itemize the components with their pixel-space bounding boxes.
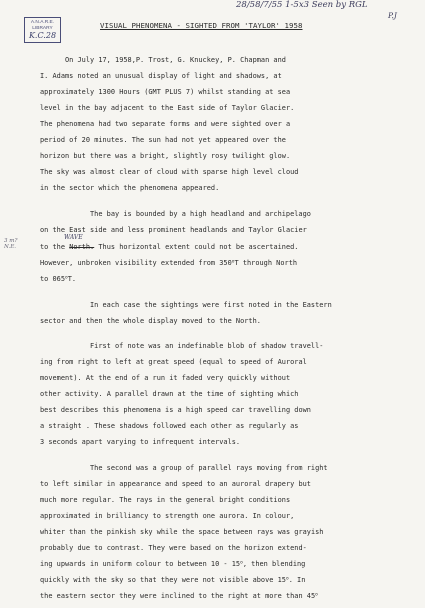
text-segment: However, unbroken visibility extended from 350 bbox=[40, 259, 232, 267]
text-line: on the East side and less prominent headlands and Taylor Glacier bbox=[40, 226, 307, 234]
text-line: sector and then the whole display moved to the North. bbox=[40, 317, 261, 325]
inserted-word: WAVE bbox=[64, 234, 83, 241]
text-line: approximated in brilliancy to strength one aurora. In colour, bbox=[40, 512, 295, 520]
text-line: horizon but there was a bright, slightly rosy twilight glow. bbox=[40, 152, 291, 160]
text-line: The sky was almost clear of cloud with sparse high level cloud bbox=[40, 168, 299, 176]
handwritten-reference: 28/58/7/55 1-5x3 Seen by RGL bbox=[236, 0, 368, 10]
text-line: The bay is bounded by a high headland and archipelago bbox=[90, 210, 311, 218]
text-line: First of note was an indefinable blob of shadow travell- bbox=[90, 342, 324, 350]
text-segment: quickly with the sky so that they were not visible above 15 bbox=[40, 576, 286, 584]
degree-sup: o bbox=[231, 259, 235, 265]
text-line: much more regular. The rays in the general bright conditions bbox=[40, 496, 291, 504]
text-line: The phenomena had two separate forms and were sighted over a bbox=[40, 120, 291, 128]
margin-note-line: N.E. bbox=[4, 244, 16, 250]
text-line bbox=[40, 275, 76, 283]
text-line bbox=[40, 560, 305, 568]
degree-sup: o bbox=[285, 576, 289, 582]
text-line: a straight . These shadows followed each other as regularly as bbox=[40, 422, 299, 430]
text-line: 3 seconds apart varying to infrequent intervals. bbox=[40, 438, 241, 446]
text-line: On July 17, 1958,P. Trost, G. Knuckey, P. Chapman and bbox=[65, 56, 286, 64]
text-segment: ing upwards in uniform colour to between 10 - 15 bbox=[40, 560, 241, 568]
margin-note bbox=[4, 238, 17, 250]
degree-sup: o bbox=[65, 275, 68, 281]
text-line bbox=[40, 243, 298, 251]
text-line: to left similar in appearance and speed to an auroral drapery but bbox=[40, 480, 311, 488]
text-segment: , then blending bbox=[242, 560, 306, 568]
text-line: in the sector which the phenomena appeared. bbox=[40, 184, 220, 192]
text-line: movement). At the end of a run it faded very quickly without bbox=[40, 374, 291, 382]
text-line: I. Adams noted an unusual display of light and shadows, at bbox=[40, 72, 282, 80]
text-line: other activity. A parallel drawn at the time of sighting which bbox=[40, 390, 299, 398]
text-segment: to the bbox=[40, 243, 70, 251]
text-line: In each case the sightings were first noted in the Eastern bbox=[90, 301, 332, 309]
stamp-line-1: A.N.A.R.E. bbox=[30, 20, 55, 25]
document-heading: VISUAL PHENOMENA - SIGHTED FROM 'TAYLOR' 1958 bbox=[100, 21, 303, 30]
stamp-handwritten-number: K.C.28 bbox=[28, 31, 57, 41]
degree-sup: o bbox=[240, 560, 243, 566]
text-line bbox=[40, 592, 318, 600]
text-segment: Thus horizontal extent could not be ascertained. bbox=[94, 243, 299, 251]
library-stamp bbox=[24, 17, 61, 43]
handwritten-initials: P.J bbox=[388, 11, 397, 20]
stamp-line-2: LIBRARY bbox=[32, 25, 53, 31]
text-line bbox=[40, 576, 305, 584]
text-segment: T through North bbox=[234, 259, 298, 267]
margin-note-line: 3 m? bbox=[4, 238, 18, 244]
text-line: period of 20 minutes. The sun had not yet appeared over the bbox=[40, 136, 286, 144]
text-line: approximately 1300 Hours (GMT PLUS 7) whilst standing at sea bbox=[40, 88, 291, 96]
text-segment: the eastern sector they were inclined to the right at more than 45 bbox=[40, 592, 316, 600]
degree-sup: o bbox=[315, 592, 318, 598]
text-segment: . In bbox=[288, 576, 306, 584]
text-line: level in the bay adjacent to the East side of Taylor Glacier. bbox=[40, 104, 295, 112]
text-line: best describes this phenomena is a high speed car travelling down bbox=[40, 406, 311, 414]
text-segment: T. bbox=[67, 275, 77, 283]
struck-word: North. bbox=[69, 243, 95, 251]
text-line: The second was a group of parallel rays moving from right bbox=[90, 464, 328, 472]
text-line bbox=[40, 259, 297, 267]
text-segment: to 065 bbox=[40, 275, 66, 283]
text-line: probably due to contrast. They were based on the horizon extend- bbox=[40, 544, 307, 552]
text-line: ing from right to left at great speed (equal to speed of Auroral bbox=[40, 358, 307, 366]
text-line: whiter than the pinkish sky while the space between rays was grayish bbox=[40, 528, 324, 536]
